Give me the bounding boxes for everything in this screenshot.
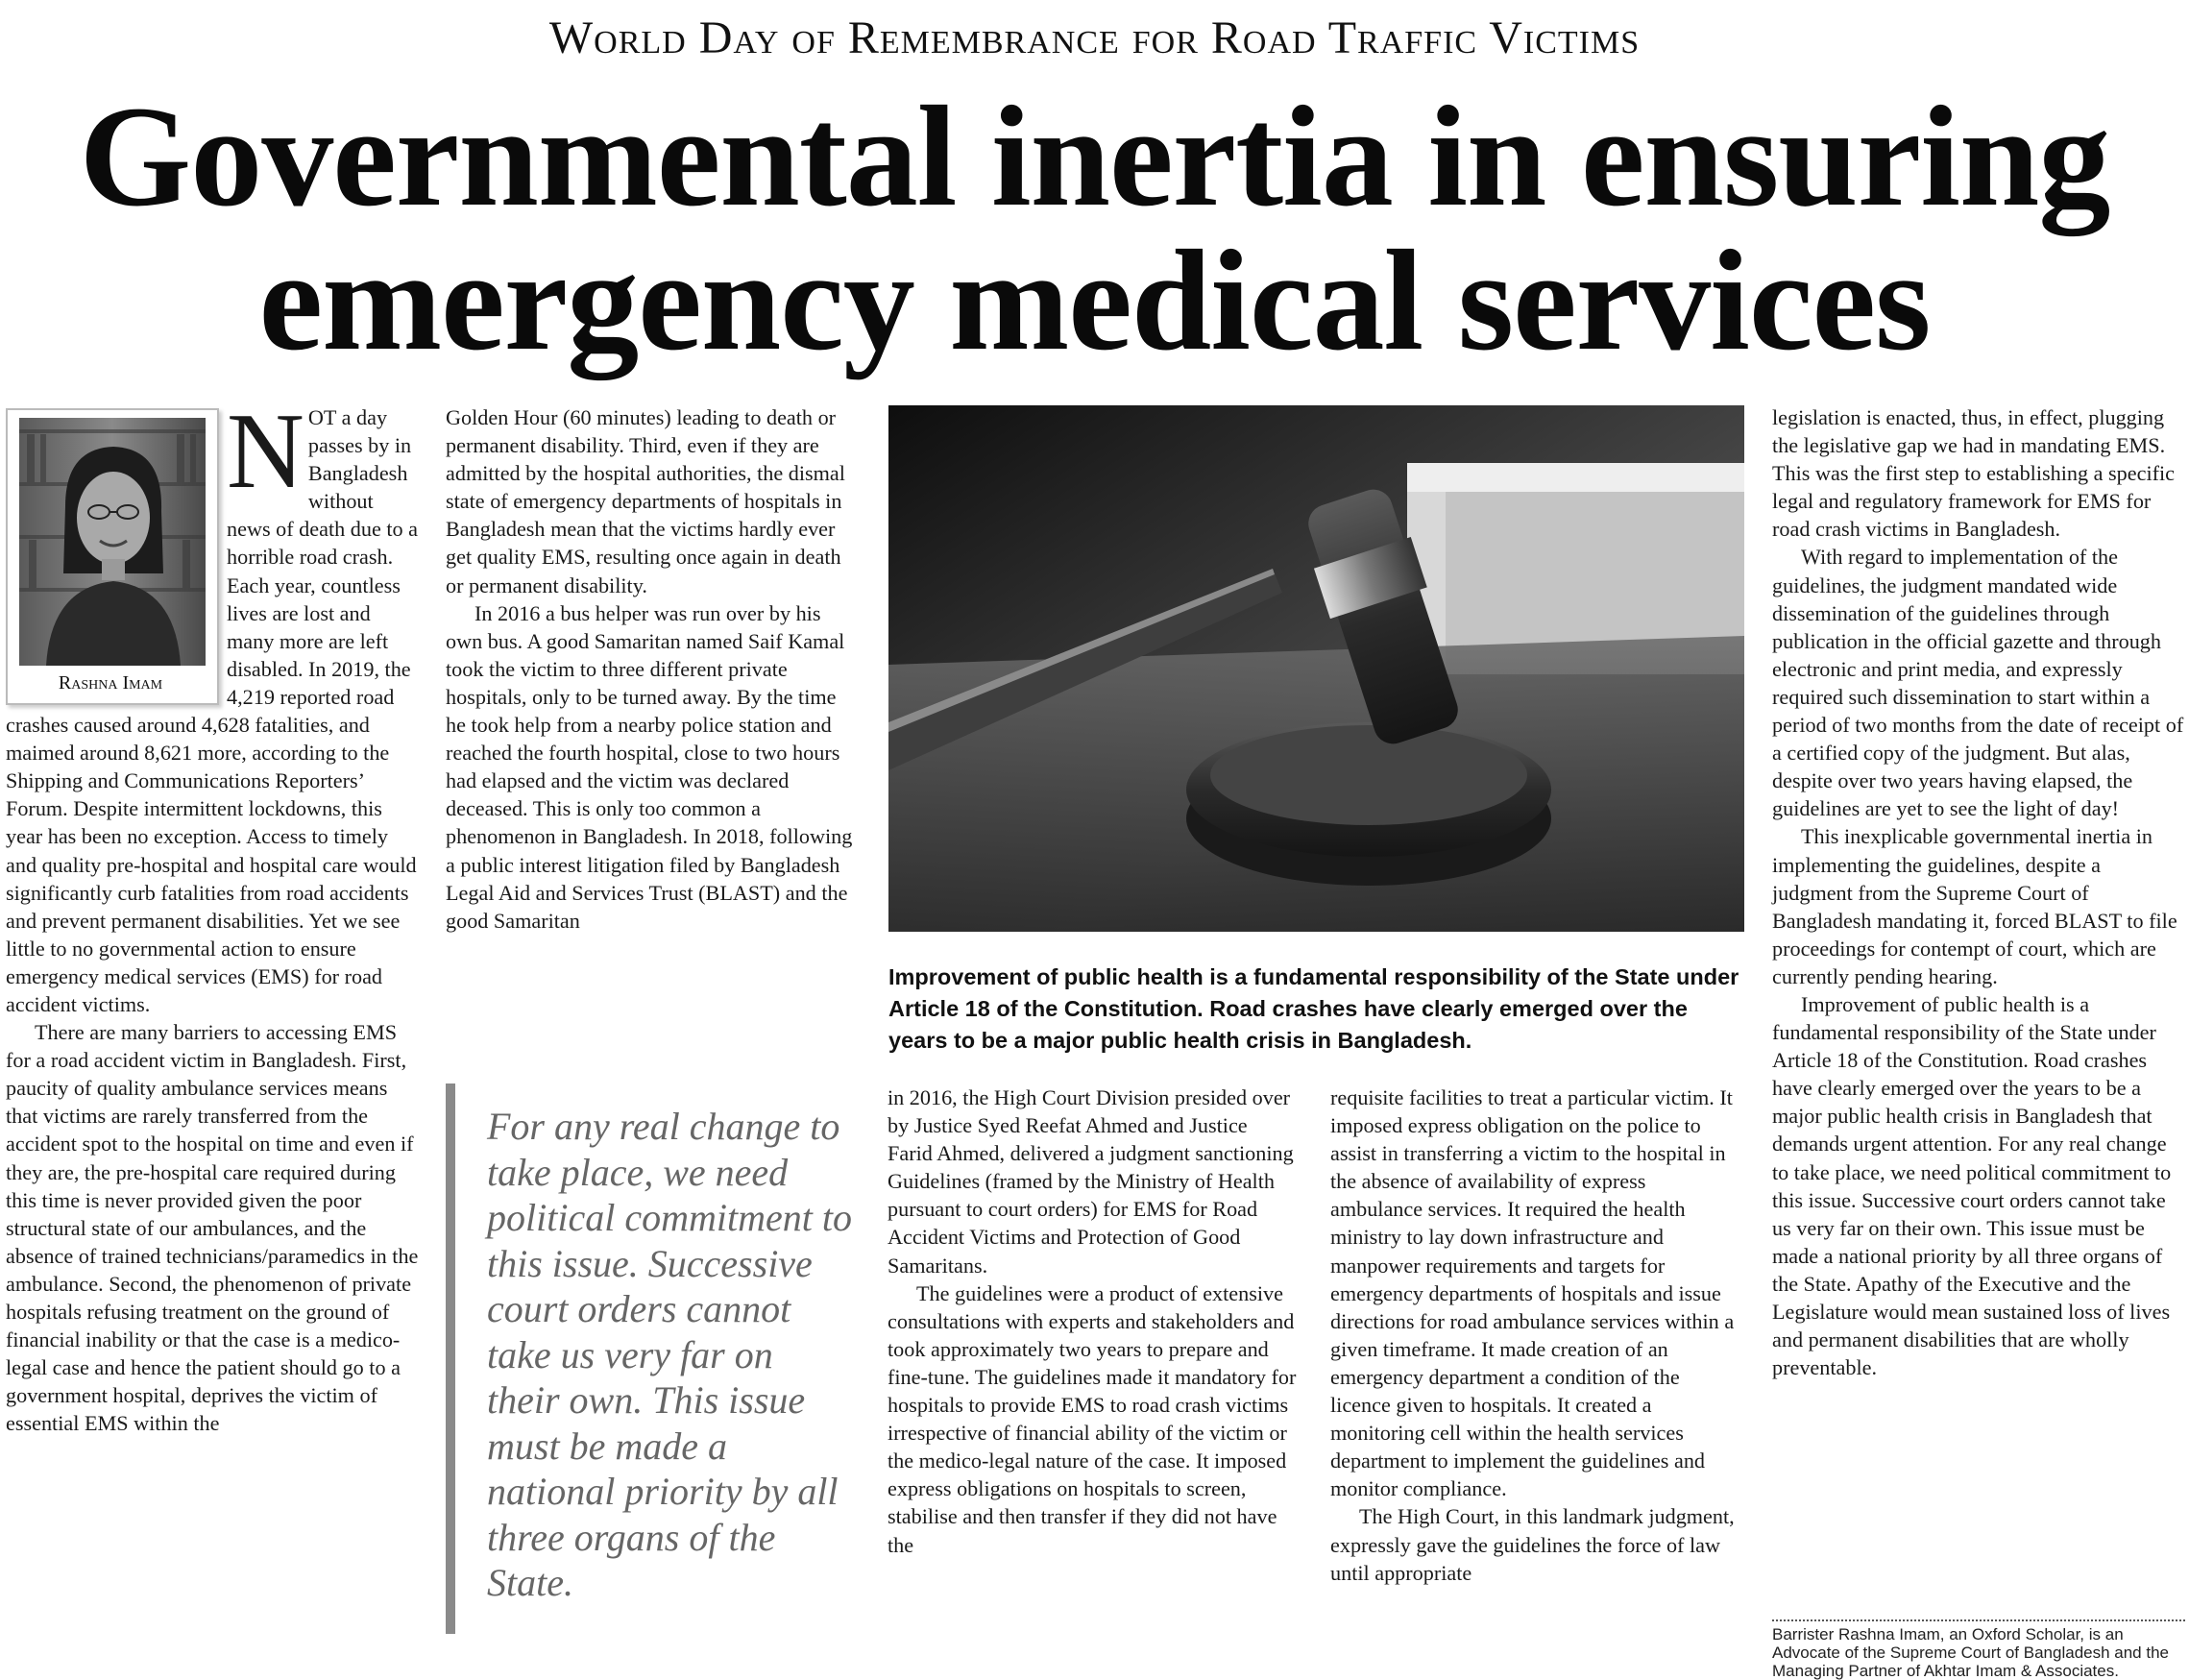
column-5 — [1772, 403, 2185, 1381]
column-2 — [446, 403, 859, 935]
gavel-photo — [888, 405, 1744, 932]
pull-quote-bar — [446, 1083, 455, 1634]
headline-line-2: emergency medical services — [258, 221, 1931, 380]
author-bio: Barrister Rashna Imam, an Oxford Scholar, is an Advocate of the Supreme Court of Bangladesh and the Managing Partner of Akhtar Imam & Associates. — [1772, 1625, 2169, 1680]
bio-divider — [1772, 1619, 2185, 1621]
column-3-paragraph-1: in 2016, the High Court Division presided over by Justice Syed Reefat Ahmed and Justice Farid Ahmed, delivered a judgment sanctioning Guidelines (framed by the Ministry of Health pursuant to court orders) for EMS for Road Accident Victims and Protection of Good Samaritans. — [888, 1085, 1294, 1278]
photo-caption: Improvement of public health is a fundamental responsibility of the State under Article 18 of the Constitution. Road crashes have clearly emerged over the years to be a major public health crisis in Bangladesh. — [888, 964, 1739, 1053]
column-2-paragraph-2: In 2016 a bus helper was run over by his own bus. A good Samaritan named Saif Kamal took the victim to three different private hospitals, only to be turned away. By the time he took help from a nearby police station and reached the fourth hospital, close to two hours had elapsed and the victim was declared deceased. This is only too common a phenomenon in Bangladesh. In 2018, following a public interest litigation filed by Bangladesh Legal Aid and Services Trust (BLAST) and the good Samaritan — [446, 600, 853, 933]
column-3-paragraph-2: The guidelines were a product of extensive consultations with experts and stakeholders and took approximately two years to prepare and fine-tune. The guidelines made it mandatory for hospitals to provide EMS to road crash victims irrespective of financial ability of the victim or the medico-legal nature of the case. It imposed express obligations on hospitals to screen, stabilise and then transfer if they did not have the — [888, 1280, 1297, 1557]
column-5-paragraph-4: Improvement of public health is a fundamental responsibility of the State under Article 18 of the Constitution. Road crashes have clearly emerged over the years to be a major public health crisis in Bangladesh that demands urgent attention. For any real change to take place, we need political commitment to this issue. Successive court orders cannot take us very far on their own. This issue must be made a national priority by all three organs of the State. Apathy of the Executive and the Legislature would mean sustained loss of lives and permanent disabilities that are wholly preventable. — [1772, 991, 2172, 1380]
pull-quote: For any real change to take place, we need political commitment to this issue. Successive court orders cannot take us very far on their own. This issue must be made a national priority by all three organs of the State. — [487, 1105, 852, 1604]
column-1 — [6, 392, 419, 1437]
column-3 — [888, 1083, 1297, 1559]
photo-spacer — [6, 403, 227, 692]
column-5-paragraph-1: legislation is enacted, thus, in effect, plugging the legislative gap we had in mandating EMS. This was the first step to establishing a specific legal and regulatory framework for EMS for road crash victims in Bangladesh. — [1772, 405, 2176, 542]
column-1-paragraph-2: There are many barriers to accessing EMS for a road accident victim in Bangladesh. First, paucity of quality ambulance services means that victims are rarely transferred from the accident spot to the hospital on time and even if they are, the pre-hospital care required during this time is never provided given the poor structural state of our ambulances, and the absence of trained technicians/paramedics in the ambulance. Second, the phenomenon of private hospitals refusing treatment on the ground of financial inability or that the case is a medico-legal case and hence the patient should go to a government hospital, deprives the victim of essential EMS within the — [6, 1020, 419, 1436]
column-4-paragraph-2: The High Court, in this landmark judgment, expressly gave the guidelines the force of law until appropriate — [1330, 1504, 1735, 1585]
headline-line-1: Governmental inertia in ensuring — [79, 77, 2110, 236]
column-5-paragraph-3: This inexplicable governmental inertia in implementing the guidelines, despite a judgment from the Supreme Court of Bangladesh mandating it, forced BLAST to file proceedings for contempt of court, which are currently pending hearing. — [1772, 824, 2177, 988]
column-2-paragraph-1: Golden Hour (60 minutes) leading to death or permanent disability. Third, even if they are admitted by the hospital authorities, the dismal state of emergency departments of hospitals in Bangladesh mean that the victims hardly ever get quality EMS, resulting once again in death or permanent disability. — [446, 405, 845, 597]
column-4 — [1330, 1083, 1739, 1587]
gavel-icon — [888, 405, 1744, 932]
column-4-paragraph-1: requisite facilities to treat a particular victim. It imposed express obligation on the police to assist in transferring a victim to the hospital in the absence of availability of express ambulance services. It required the health ministry to lay down infrastructure and manpower requirements and targets for emergency departments of hospitals and issue directions for road ambulance services within a given timeframe. It made creation of an emergency department a condition of the licence given to hospitals. It created a monitoring cell within the health services department to implement the guidelines and monitor compliance. — [1330, 1085, 1735, 1501]
kicker: World Day of Remembrance for Road Traffic Victims — [548, 12, 1641, 63]
headline — [38, 77, 2151, 380]
column-5-paragraph-2: With regard to implementation of the guidelines, the judgment mandated wide dissemination of the guidelines through publication in the official gazette and through electronic and print media, and expressly required such dissemination to start within a period of two months from the date of receipt of a certified copy of the judgment. But alas, despite over two years having elapsed, the guidelines are yet to see the light of day! — [1772, 545, 2184, 821]
author-name: Rashna Imam — [58, 672, 163, 694]
drop-cap: N — [227, 392, 304, 511]
column-1-paragraph-1-text: OT a day passes by in Bangladesh without news of death due to a horrible road crash. Each year, countless lives are lost and many more are left disabled. In 2019, the 4,219 reported road crashes caused around 4,628 fatalities, and maimed around 8,621 more, according to the Shipping and Communications Reporters’ Forum. Despite intermittent lockdowns, this year has been no exception. Access to timely and quality pre-hospital and hospital care would significantly curb fatalities from road accidents and prevent permanent disabilities. Yet we see little to no governmental action to ensure emergency medical services (EMS) for road accident victims. — [6, 405, 419, 1016]
